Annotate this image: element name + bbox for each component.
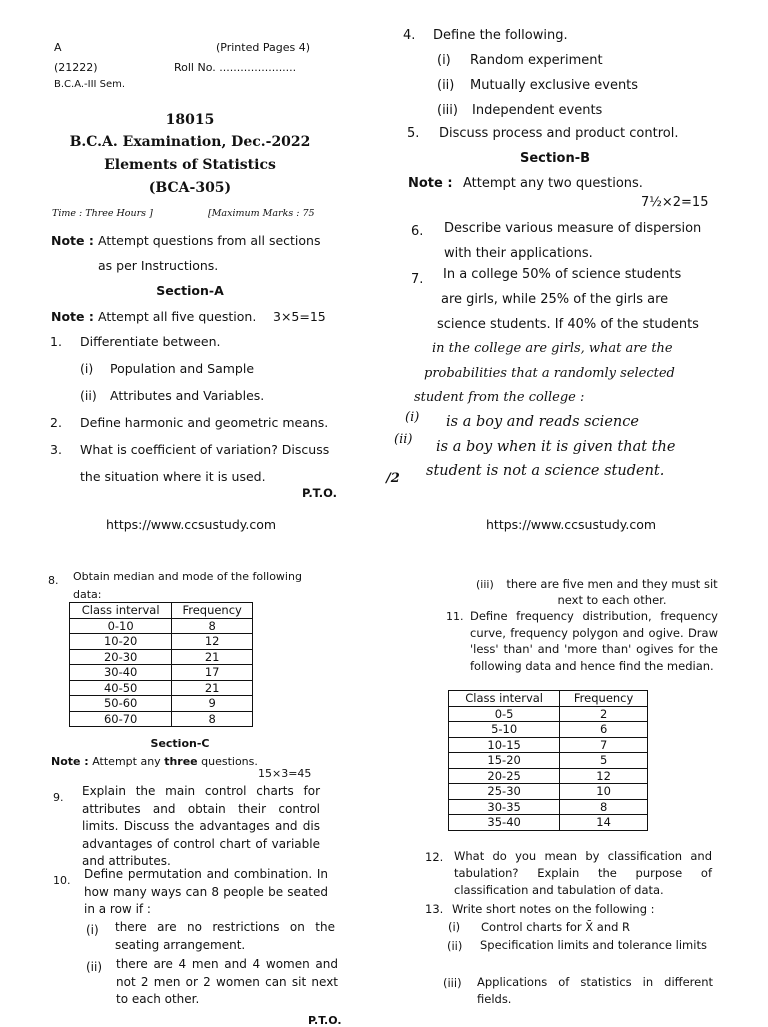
- table-cell: 21: [172, 649, 253, 665]
- q7-line-4: in the college are girls, what are the: [432, 341, 673, 356]
- table-cell: 12: [560, 768, 648, 784]
- q7-ii-text-line-1: is a boy when it is given that the: [436, 439, 676, 455]
- section-c-note-pre: Attempt any: [92, 755, 161, 768]
- table-cell: 9: [172, 696, 253, 712]
- q13-i-text: Control charts for X̄ and R: [481, 920, 631, 934]
- q11-text: Define frequency distribution, frequency curve, frequency polygon and ogive. Draw 'less' than' and 'more than' ogives for the following data and hence find the median.: [470, 609, 718, 673]
- table-row: [70, 711, 253, 727]
- time-label: Time : Three Hours ]: [52, 208, 153, 219]
- q7-i-number: (i): [405, 410, 420, 425]
- q7-ii-number: (ii): [394, 432, 413, 447]
- q9-text: Explain the main control charts for attributes and obtain their control limits. Discuss the advantages and dis advantages of control chart of variable and attributes.: [82, 784, 320, 868]
- paper-number: 18015: [165, 112, 215, 128]
- q1-ii-text: Attributes and Variables.: [110, 388, 265, 403]
- q12-text: What do you mean by classification and tabulation? Explain the purpose of classification and tabulation of data.: [454, 849, 712, 897]
- q13-i-number: (i): [448, 920, 461, 934]
- section-b-note-label: Note :: [408, 176, 453, 191]
- table-row: [449, 706, 648, 722]
- q3-number: 3.: [50, 442, 62, 457]
- table-cell: 8: [172, 711, 253, 727]
- section-c-heading: Section-C: [150, 737, 210, 750]
- q12-number: 12.: [425, 850, 444, 864]
- table-cell: 2: [560, 706, 648, 722]
- roll-no: Roll No. ......................: [174, 61, 297, 74]
- header-frequency: Frequency: [172, 603, 253, 619]
- pto-label: P.T.O.: [302, 486, 338, 500]
- q5-text: Discuss process and product control.: [439, 126, 679, 141]
- q7-line-3: science students. If 40% of the students: [437, 317, 699, 332]
- table-row: [70, 634, 253, 650]
- q1-i-text: Population and Sample: [110, 361, 255, 376]
- q1-text: Differentiate between.: [80, 334, 221, 349]
- q7-i-text: is a boy and reads science: [446, 414, 639, 430]
- section-a-note-label: Note :: [51, 309, 94, 324]
- table-cell: 15-20: [449, 753, 560, 769]
- max-marks: [Maximum Marks : 75: [208, 208, 315, 219]
- q9-number: 9.: [53, 791, 64, 804]
- q2-number: 2.: [50, 415, 62, 430]
- q7-line-2: are girls, while 25% of the girls are: [441, 292, 669, 307]
- table-header-row: [70, 603, 253, 619]
- q4-text: Define the following.: [433, 28, 568, 43]
- table-cell: 60-70: [70, 711, 172, 727]
- table-row: [70, 696, 253, 712]
- q10-iii-number: (iii): [476, 578, 494, 591]
- q4-ii-text: Mutually exclusive events: [470, 78, 639, 93]
- pto-label-bottom: P.T.O.: [308, 1014, 342, 1027]
- table-row: [449, 722, 648, 738]
- table-cell: 7: [560, 737, 648, 753]
- table-cell: 17: [172, 665, 253, 681]
- table-cell: 0-5: [449, 706, 560, 722]
- table-row: [449, 784, 648, 800]
- q6-number: 6.: [411, 224, 424, 239]
- q10-ii-number: (ii): [86, 960, 103, 974]
- frequency-table-q8: [69, 602, 253, 727]
- table-row: [449, 753, 648, 769]
- q3-text-line-2: the situation where it is used.: [80, 469, 266, 484]
- general-note-line-2: as per Instructions.: [98, 258, 219, 273]
- table-cell: 14: [560, 815, 648, 831]
- table-cell: 5-10: [449, 722, 560, 738]
- page-mark: /2: [386, 471, 400, 486]
- table-cell: 35-40: [449, 815, 560, 831]
- q7-line-6: student from the college :: [414, 390, 585, 405]
- q6-text-line-2: with their applications.: [444, 246, 593, 261]
- table-row: [70, 618, 253, 634]
- table-row: [449, 768, 648, 784]
- paper-code: (21222): [54, 61, 98, 74]
- q4-i-text: Random experiment: [470, 53, 603, 68]
- table-row: [70, 665, 253, 681]
- printed-pages: (Printed Pages 4): [216, 41, 310, 54]
- q7-line-1: In a college 50% of science students: [443, 267, 682, 282]
- subject-code: (BCA-305): [148, 180, 232, 196]
- q8-text-line-2: data:: [73, 588, 102, 601]
- section-c-note-bold: three: [164, 755, 198, 768]
- header-class-interval: Class interval: [70, 603, 172, 619]
- q10-i-text: there are no restrictions on the seating arrangement.: [115, 920, 335, 952]
- q13-text: Write short notes on the following :: [452, 902, 655, 916]
- table-cell: 5: [560, 753, 648, 769]
- q4-iii-text: Independent events: [472, 103, 603, 118]
- table-row: [449, 737, 648, 753]
- q13-ii-text: Specification limits and tolerance limits: [480, 938, 707, 952]
- section-c-note-label: Note :: [51, 755, 89, 768]
- table-cell: 10-15: [449, 737, 560, 753]
- header-frequency: Frequency: [560, 691, 648, 707]
- q13-number: 13.: [425, 902, 444, 916]
- footer-url-right: https://www.ccsustudy.com: [486, 517, 657, 532]
- q8-number: 8.: [48, 574, 59, 587]
- q13-iii-number: (iii): [443, 976, 462, 990]
- section-a-note: Attempt all five question.: [98, 309, 257, 324]
- q5-number: 5.: [407, 126, 420, 141]
- q11-number: 11.: [446, 610, 464, 623]
- set-label: A: [54, 41, 62, 54]
- q10-text: Define permutation and combination. In how many ways can 8 people be seated in a row if :: [84, 867, 328, 916]
- section-c-marks: 15×3=45: [258, 767, 312, 780]
- note-label: Note :: [51, 233, 94, 248]
- q4-ii-number: (ii): [437, 78, 455, 93]
- table-row: [449, 799, 648, 815]
- q4-number: 4.: [403, 28, 416, 43]
- section-a-heading: Section-A: [156, 283, 224, 298]
- table-cell: 30-35: [449, 799, 560, 815]
- q1-ii-number: (ii): [80, 388, 97, 403]
- table-cell: 21: [172, 680, 253, 696]
- q3-text-line-1: What is coefficient of variation? Discuss: [80, 442, 330, 457]
- footer-url: https://www.ccsustudy.com: [106, 517, 277, 532]
- table-cell: 12: [172, 634, 253, 650]
- q1-number: 1.: [50, 334, 62, 349]
- table-cell: 10-20: [70, 634, 172, 650]
- q10-number: 10.: [53, 874, 71, 887]
- table-cell: 0-10: [70, 618, 172, 634]
- table-cell: 40-50: [70, 680, 172, 696]
- q10-ii-text: there are 4 men and 4 women and not 2 men or 2 women can sit next to each other.: [116, 957, 338, 1006]
- exam-title: B.C.A. Examination, Dec.-2022: [69, 134, 311, 150]
- section-b-note: Attempt any two questions.: [463, 176, 643, 191]
- q7-ii-text-line-2: student is not a science student.: [426, 463, 665, 479]
- header-class-interval: Class interval: [449, 691, 560, 707]
- table-row: [449, 815, 648, 831]
- general-note-line-1: Attempt questions from all sections: [98, 233, 321, 248]
- table-header-row: [449, 691, 648, 707]
- section-c-note-post: questions.: [201, 755, 258, 768]
- q4-iii-number: (iii): [437, 103, 458, 118]
- table-cell: 20-30: [70, 649, 172, 665]
- q8-text-line-1: Obtain median and mode of the following: [73, 570, 302, 583]
- q6-text-line-1: Describe various measure of dispersion: [444, 221, 702, 236]
- section-a-marks: 3×5=15: [273, 309, 326, 324]
- q13-iii-text: Applications of statistics in different fields.: [477, 975, 713, 1006]
- table-cell: 25-30: [449, 784, 560, 800]
- table-cell: 6: [560, 722, 648, 738]
- table-cell: 8: [172, 618, 253, 634]
- frequency-table-q11: [448, 690, 648, 831]
- table-cell: 50-60: [70, 696, 172, 712]
- q4-i-number: (i): [437, 53, 451, 68]
- q1-i-number: (i): [80, 361, 94, 376]
- table-cell: 30-40: [70, 665, 172, 681]
- q13-ii-number: (ii): [447, 939, 463, 953]
- section-b-heading: Section-B: [519, 151, 591, 166]
- q7-number: 7.: [411, 272, 424, 287]
- table-row: [70, 680, 253, 696]
- q10-i-number: (i): [86, 923, 99, 937]
- q7-line-5: probabilities that a randomly selected: [424, 366, 675, 381]
- course-label: B.C.A.-III Sem.: [54, 79, 126, 90]
- table-cell: 10: [560, 784, 648, 800]
- table-cell: 8: [560, 799, 648, 815]
- q2-text: Define harmonic and geometric means.: [80, 415, 329, 430]
- subject-title: Elements of Statistics: [104, 157, 276, 173]
- section-c-note: [51, 755, 258, 768]
- section-b-marks: 7½×2=15: [641, 195, 709, 210]
- q10-iii-text: there are five men and they must sit next to each other.: [506, 577, 718, 607]
- table-cell: 20-25: [449, 768, 560, 784]
- table-row: [70, 649, 253, 665]
